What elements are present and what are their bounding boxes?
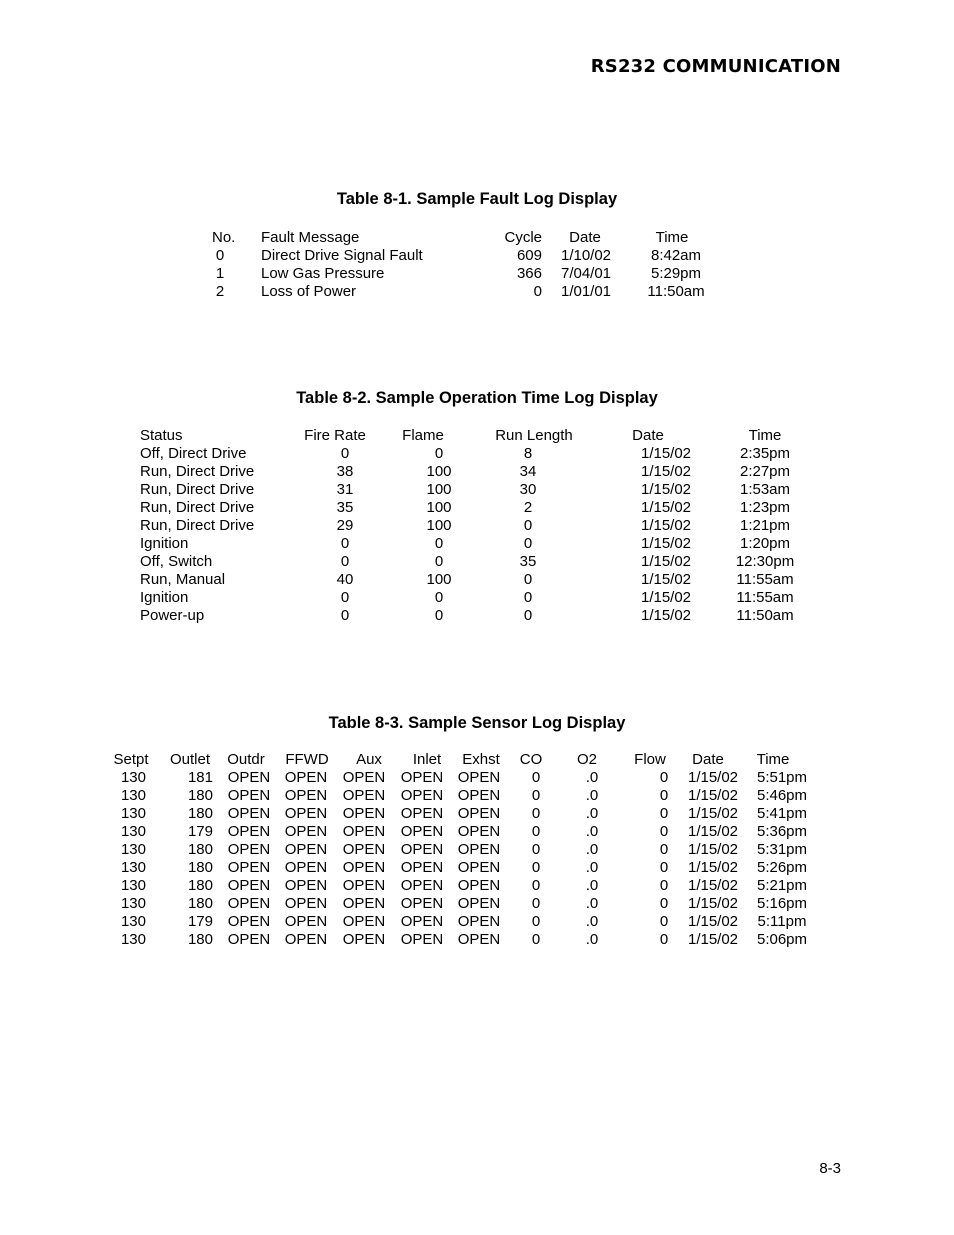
table3-cell-co: 0 [531,877,541,894]
table2-cell-time: 11:55am [736,571,794,588]
table3-cell-inlet: OPEN [400,823,444,840]
table3-column-header-o2: O2 [576,751,598,768]
table-row [0,787,954,805]
table3-column-header-outdr: Outdr [227,751,265,768]
table1-cell-fault-message: Direct Drive Signal Fault [261,247,423,264]
table3-cell-aux: OPEN [342,805,386,822]
table3-cell-outdr: OPEN [227,895,271,912]
table3-cell-time: 5:46pm [756,787,808,804]
table2-cell-fire-rate: 35 [336,499,354,516]
table2-column-header-fire-rate: Fire Rate [304,427,366,444]
table3-column-header-time: Time [756,751,790,768]
table3-cell-aux: OPEN [342,841,386,858]
table2-cell-date: 1/15/02 [640,499,692,516]
table3-cell-aux: OPEN [342,895,386,912]
table-row [0,445,954,463]
table3-cell-flow: 0 [659,877,669,894]
table2-cell-flame: 100 [426,463,452,480]
table1-cell-no: 1 [215,265,225,282]
table-row [0,535,954,553]
table3-cell-outlet: 180 [187,859,213,876]
table3-cell-co: 0 [531,823,541,840]
table2-cell-time: 2:35pm [739,445,791,462]
table3-cell-aux: OPEN [342,859,386,876]
table2-cell-run-length: 8 [523,445,533,462]
table3-column-header-inlet: Inlet [412,751,442,768]
table2-column-header-status: Status [140,427,183,444]
table3-cell-inlet: OPEN [400,895,444,912]
table2-column-header-flame: Flame [402,427,444,444]
table3-cell-exhst: OPEN [457,805,501,822]
table3-cell-outdr: OPEN [227,877,271,894]
table3-cell-flow: 0 [659,769,669,786]
table2-cell-status: Run, Direct Drive [140,517,255,534]
table3-cell-setpt: 130 [120,841,146,858]
table3-cell-setpt: 130 [120,823,146,840]
table2-cell-flame: 100 [426,499,452,516]
table3-cell-date: 1/15/02 [687,877,739,894]
table3-cell-outlet: 180 [187,841,213,858]
table3-cell-o2: .0 [585,895,599,912]
table2-cell-status: Off, Direct Drive [140,445,247,462]
table2-cell-flame: 100 [426,481,452,498]
table3-cell-setpt: 130 [120,913,146,930]
table2-cell-fire-rate: 0 [340,607,350,624]
table-row [0,589,954,607]
table3-cell-exhst: OPEN [457,913,501,930]
table3-cell-co: 0 [531,931,541,948]
table3-cell-inlet: OPEN [400,787,444,804]
table3-cell-co: 0 [531,769,541,786]
table3-cell-co: 0 [531,805,541,822]
table3-cell-outlet: 179 [187,913,213,930]
table1-cell-time: 5:29pm [650,265,702,282]
table3-cell-co: 0 [531,913,541,930]
table2-cell-flame: 0 [434,553,444,570]
table3-cell-outdr: OPEN [227,859,271,876]
table-row [0,859,954,877]
table-row [0,499,954,517]
table1-cell-cycle: 0 [533,283,542,300]
table-row [0,931,954,949]
table2-cell-flame: 100 [426,571,452,588]
table3-caption: Table 8-3. Sample Sensor Log Display [328,714,626,732]
table2-cell-fire-rate: 0 [340,553,350,570]
table3-cell-o2: .0 [585,823,599,840]
table2-cell-fire-rate: 29 [336,517,354,534]
table1-cell-cycle: 609 [516,247,542,264]
table3-cell-co: 0 [531,895,541,912]
table2-cell-run-length: 0 [523,535,533,552]
table3-cell-co: 0 [531,787,541,804]
page-number: 8-3 [819,1160,841,1177]
table2-cell-flame: 0 [434,607,444,624]
table2-caption: Table 8-2. Sample Operation Time Log Display [296,389,658,407]
table1-cell-time: 8:42am [650,247,702,264]
table1-caption: Table 8-1. Sample Fault Log Display [336,190,618,208]
table3-column-header-flow: Flow [634,751,666,768]
table3-column-header-date: Date [692,751,724,768]
table1-cell-fault-message: Low Gas Pressure [261,265,385,282]
table2-cell-run-length: 0 [523,589,533,606]
table3-cell-flow: 0 [659,787,669,804]
table3-cell-ffwd: OPEN [284,769,328,786]
table3-cell-outdr: OPEN [227,841,271,858]
table3-cell-date: 1/15/02 [687,769,739,786]
table3-cell-inlet: OPEN [400,859,444,876]
table3-cell-outlet: 179 [187,823,213,840]
table3-cell-exhst: OPEN [457,931,501,948]
table-row [0,517,954,535]
table3-cell-date: 1/15/02 [687,859,739,876]
table1-cell-cycle: 366 [516,265,542,282]
table3-cell-aux: OPEN [342,877,386,894]
table3-cell-outlet: 180 [187,805,213,822]
table3-cell-aux: OPEN [342,823,386,840]
table2-cell-time: 2:27pm [739,463,791,480]
table-row [0,607,954,625]
table2-cell-run-length: 0 [523,607,533,624]
table3-cell-time: 5:26pm [756,859,808,876]
table2-column-header-date: Date [632,427,664,444]
table1-header-row [0,229,954,247]
table3-cell-exhst: OPEN [457,895,501,912]
table2-cell-date: 1/15/02 [640,535,692,552]
table2-cell-flame: 0 [434,445,444,462]
table2-cell-status: Ignition [140,535,189,552]
table2-cell-status: Run, Direct Drive [140,499,255,516]
table1-column-header-no: No. [212,229,236,246]
table2-cell-status: Run, Manual [140,571,226,588]
table-row [0,841,954,859]
table2-cell-date: 1/15/02 [640,445,692,462]
table1-column-header-cycle: Cycle [504,229,542,246]
table3-cell-outdr: OPEN [227,931,271,948]
table2-cell-time: 11:50am [736,607,794,624]
table-row [0,913,954,931]
table1-cell-no: 2 [215,283,225,300]
table3-cell-outdr: OPEN [227,769,271,786]
table2-cell-fire-rate: 0 [340,535,350,552]
table3-cell-outlet: 180 [187,877,213,894]
table1-column-header-fault-message: Fault Message [261,229,360,246]
table3-cell-time: 5:36pm [756,823,808,840]
table3-cell-outlet: 180 [187,931,213,948]
table-row [0,877,954,895]
table3-cell-date: 1/15/02 [687,841,739,858]
table3-cell-o2: .0 [585,805,599,822]
table3-cell-outdr: OPEN [227,787,271,804]
table3-cell-ffwd: OPEN [284,787,328,804]
table-row [0,895,954,913]
table3-cell-time: 5:41pm [756,805,808,822]
table3-column-header-aux: Aux [356,751,382,768]
table2-cell-time: 1:21pm [739,517,791,534]
table1-cell-time: 11:50am [647,283,705,300]
table-row [0,553,954,571]
table3-cell-inlet: OPEN [400,841,444,858]
table3-cell-setpt: 130 [120,805,146,822]
table3-cell-o2: .0 [585,877,599,894]
table1-cell-date: 7/04/01 [560,265,612,282]
table1-cell-fault-message: Loss of Power [261,283,357,300]
table3-cell-inlet: OPEN [400,931,444,948]
table3-column-header-ffwd: FFWD [285,751,329,768]
table2-cell-fire-rate: 40 [336,571,354,588]
table3-cell-o2: .0 [585,841,599,858]
table2-cell-status: Power-up [140,607,205,624]
table2-cell-fire-rate: 0 [340,445,350,462]
table3-cell-exhst: OPEN [457,769,501,786]
table2-cell-date: 1/15/02 [640,463,692,480]
table3-cell-flow: 0 [659,823,669,840]
table3-cell-flow: 0 [659,895,669,912]
table3-column-header-setpt: Setpt [113,751,149,768]
table2-column-header-time: Time [748,427,782,444]
table3-cell-flow: 0 [659,931,669,948]
table3-cell-time: 5:51pm [756,769,808,786]
table3-cell-inlet: OPEN [400,805,444,822]
table1-cell-date: 1/01/01 [560,283,612,300]
table-row [0,265,954,283]
table3-cell-outlet: 181 [187,769,213,786]
table2-cell-date: 1/15/02 [640,517,692,534]
table3-cell-o2: .0 [585,931,599,948]
table1-column-header-time: Time [655,229,689,246]
table2-cell-status: Ignition [140,589,189,606]
table3-cell-date: 1/15/02 [687,823,739,840]
table3-cell-time: 5:06pm [756,931,808,948]
table-row [0,571,954,589]
table2-cell-flame: 0 [434,589,444,606]
table3-cell-o2: .0 [585,913,599,930]
table2-cell-flame: 100 [426,517,452,534]
table3-cell-exhst: OPEN [457,823,501,840]
table2-cell-time: 1:53am [739,481,791,498]
table3-cell-setpt: 130 [120,895,146,912]
table3-cell-outdr: OPEN [227,805,271,822]
table2-cell-date: 1/15/02 [640,607,692,624]
table3-cell-date: 1/15/02 [687,895,739,912]
table3-cell-ffwd: OPEN [284,805,328,822]
table2-cell-run-length: 34 [519,463,537,480]
table-row [0,247,954,265]
table3-cell-setpt: 130 [120,877,146,894]
table3-cell-time: 5:11pm [757,913,807,930]
table3-cell-inlet: OPEN [400,913,444,930]
table3-cell-o2: .0 [585,769,599,786]
table3-cell-ffwd: OPEN [284,877,328,894]
table3-cell-inlet: OPEN [400,769,444,786]
table3-cell-co: 0 [531,841,541,858]
table2-cell-status: Run, Direct Drive [140,481,255,498]
table3-cell-exhst: OPEN [457,859,501,876]
table2-header-row [0,427,954,445]
table3-cell-setpt: 130 [120,859,146,876]
table3-cell-aux: OPEN [342,787,386,804]
table2-cell-run-length: 2 [523,499,533,516]
table3-cell-time: 5:16pm [756,895,808,912]
table3-cell-o2: .0 [585,787,599,804]
table2-cell-date: 1/15/02 [640,589,692,606]
table3-cell-date: 1/15/02 [687,805,739,822]
table2-column-header-run-length: Run Length [495,427,573,444]
table2-cell-run-length: 0 [523,517,533,534]
table3-cell-flow: 0 [659,841,669,858]
table3-cell-flow: 0 [659,805,669,822]
table3-cell-time: 5:31pm [756,841,808,858]
table2-cell-date: 1/15/02 [640,571,692,588]
table3-cell-setpt: 130 [120,931,146,948]
table3-cell-ffwd: OPEN [284,913,328,930]
table-row [0,463,954,481]
table-row [0,769,954,787]
table3-cell-inlet: OPEN [400,877,444,894]
table3-cell-flow: 0 [659,859,669,876]
table3-cell-aux: OPEN [342,913,386,930]
table3-cell-co: 0 [531,859,541,876]
table2-cell-date: 1/15/02 [640,553,692,570]
table3-cell-date: 1/15/02 [687,787,739,804]
table3-cell-setpt: 130 [120,769,146,786]
table3-cell-outlet: 180 [187,787,213,804]
table3-cell-date: 1/15/02 [687,931,739,948]
table3-cell-outlet: 180 [187,895,213,912]
table2-cell-time: 1:23pm [739,499,791,516]
table3-cell-setpt: 130 [120,787,146,804]
table2-cell-run-length: 0 [523,571,533,588]
table3-cell-ffwd: OPEN [284,823,328,840]
table2-cell-fire-rate: 31 [336,481,354,498]
table2-cell-run-length: 35 [519,553,537,570]
table3-cell-ffwd: OPEN [284,931,328,948]
table2-cell-time: 11:55am [736,589,794,606]
table3-cell-o2: .0 [585,859,599,876]
table2-cell-flame: 0 [434,535,444,552]
table2-cell-status: Off, Switch [140,553,213,570]
table2-cell-time: 1:20pm [739,535,791,552]
table-row [0,481,954,499]
table2-cell-date: 1/15/02 [640,481,692,498]
table3-cell-aux: OPEN [342,769,386,786]
table2-cell-fire-rate: 38 [336,463,354,480]
table1-cell-date: 1/10/02 [560,247,612,264]
table-row [0,823,954,841]
table3-cell-exhst: OPEN [457,841,501,858]
table3-cell-ffwd: OPEN [284,841,328,858]
table3-cell-exhst: OPEN [457,787,501,804]
table1-cell-no: 0 [215,247,225,264]
table3-column-header-exhst: Exhst [462,751,500,768]
page-header-title: RS232 COMMUNICATION [590,56,841,77]
table3-cell-aux: OPEN [342,931,386,948]
table-row [0,805,954,823]
table3-cell-exhst: OPEN [457,877,501,894]
table3-column-header-outlet: Outlet [169,751,211,768]
table3-cell-flow: 0 [659,913,669,930]
table3-cell-outdr: OPEN [227,913,271,930]
table3-cell-ffwd: OPEN [284,859,328,876]
table2-cell-time: 12:30pm [735,553,795,570]
table1-column-header-date: Date [569,229,601,246]
table2-cell-status: Run, Direct Drive [140,463,255,480]
table3-cell-outdr: OPEN [227,823,271,840]
table2-cell-run-length: 30 [519,481,537,498]
table3-cell-ffwd: OPEN [284,895,328,912]
table3-cell-time: 5:21pm [756,877,808,894]
table3-cell-date: 1/15/02 [687,913,739,930]
table-row [0,283,954,301]
table2-cell-fire-rate: 0 [340,589,350,606]
table3-header-row [0,751,954,769]
table3-column-header-co: CO [519,751,543,768]
